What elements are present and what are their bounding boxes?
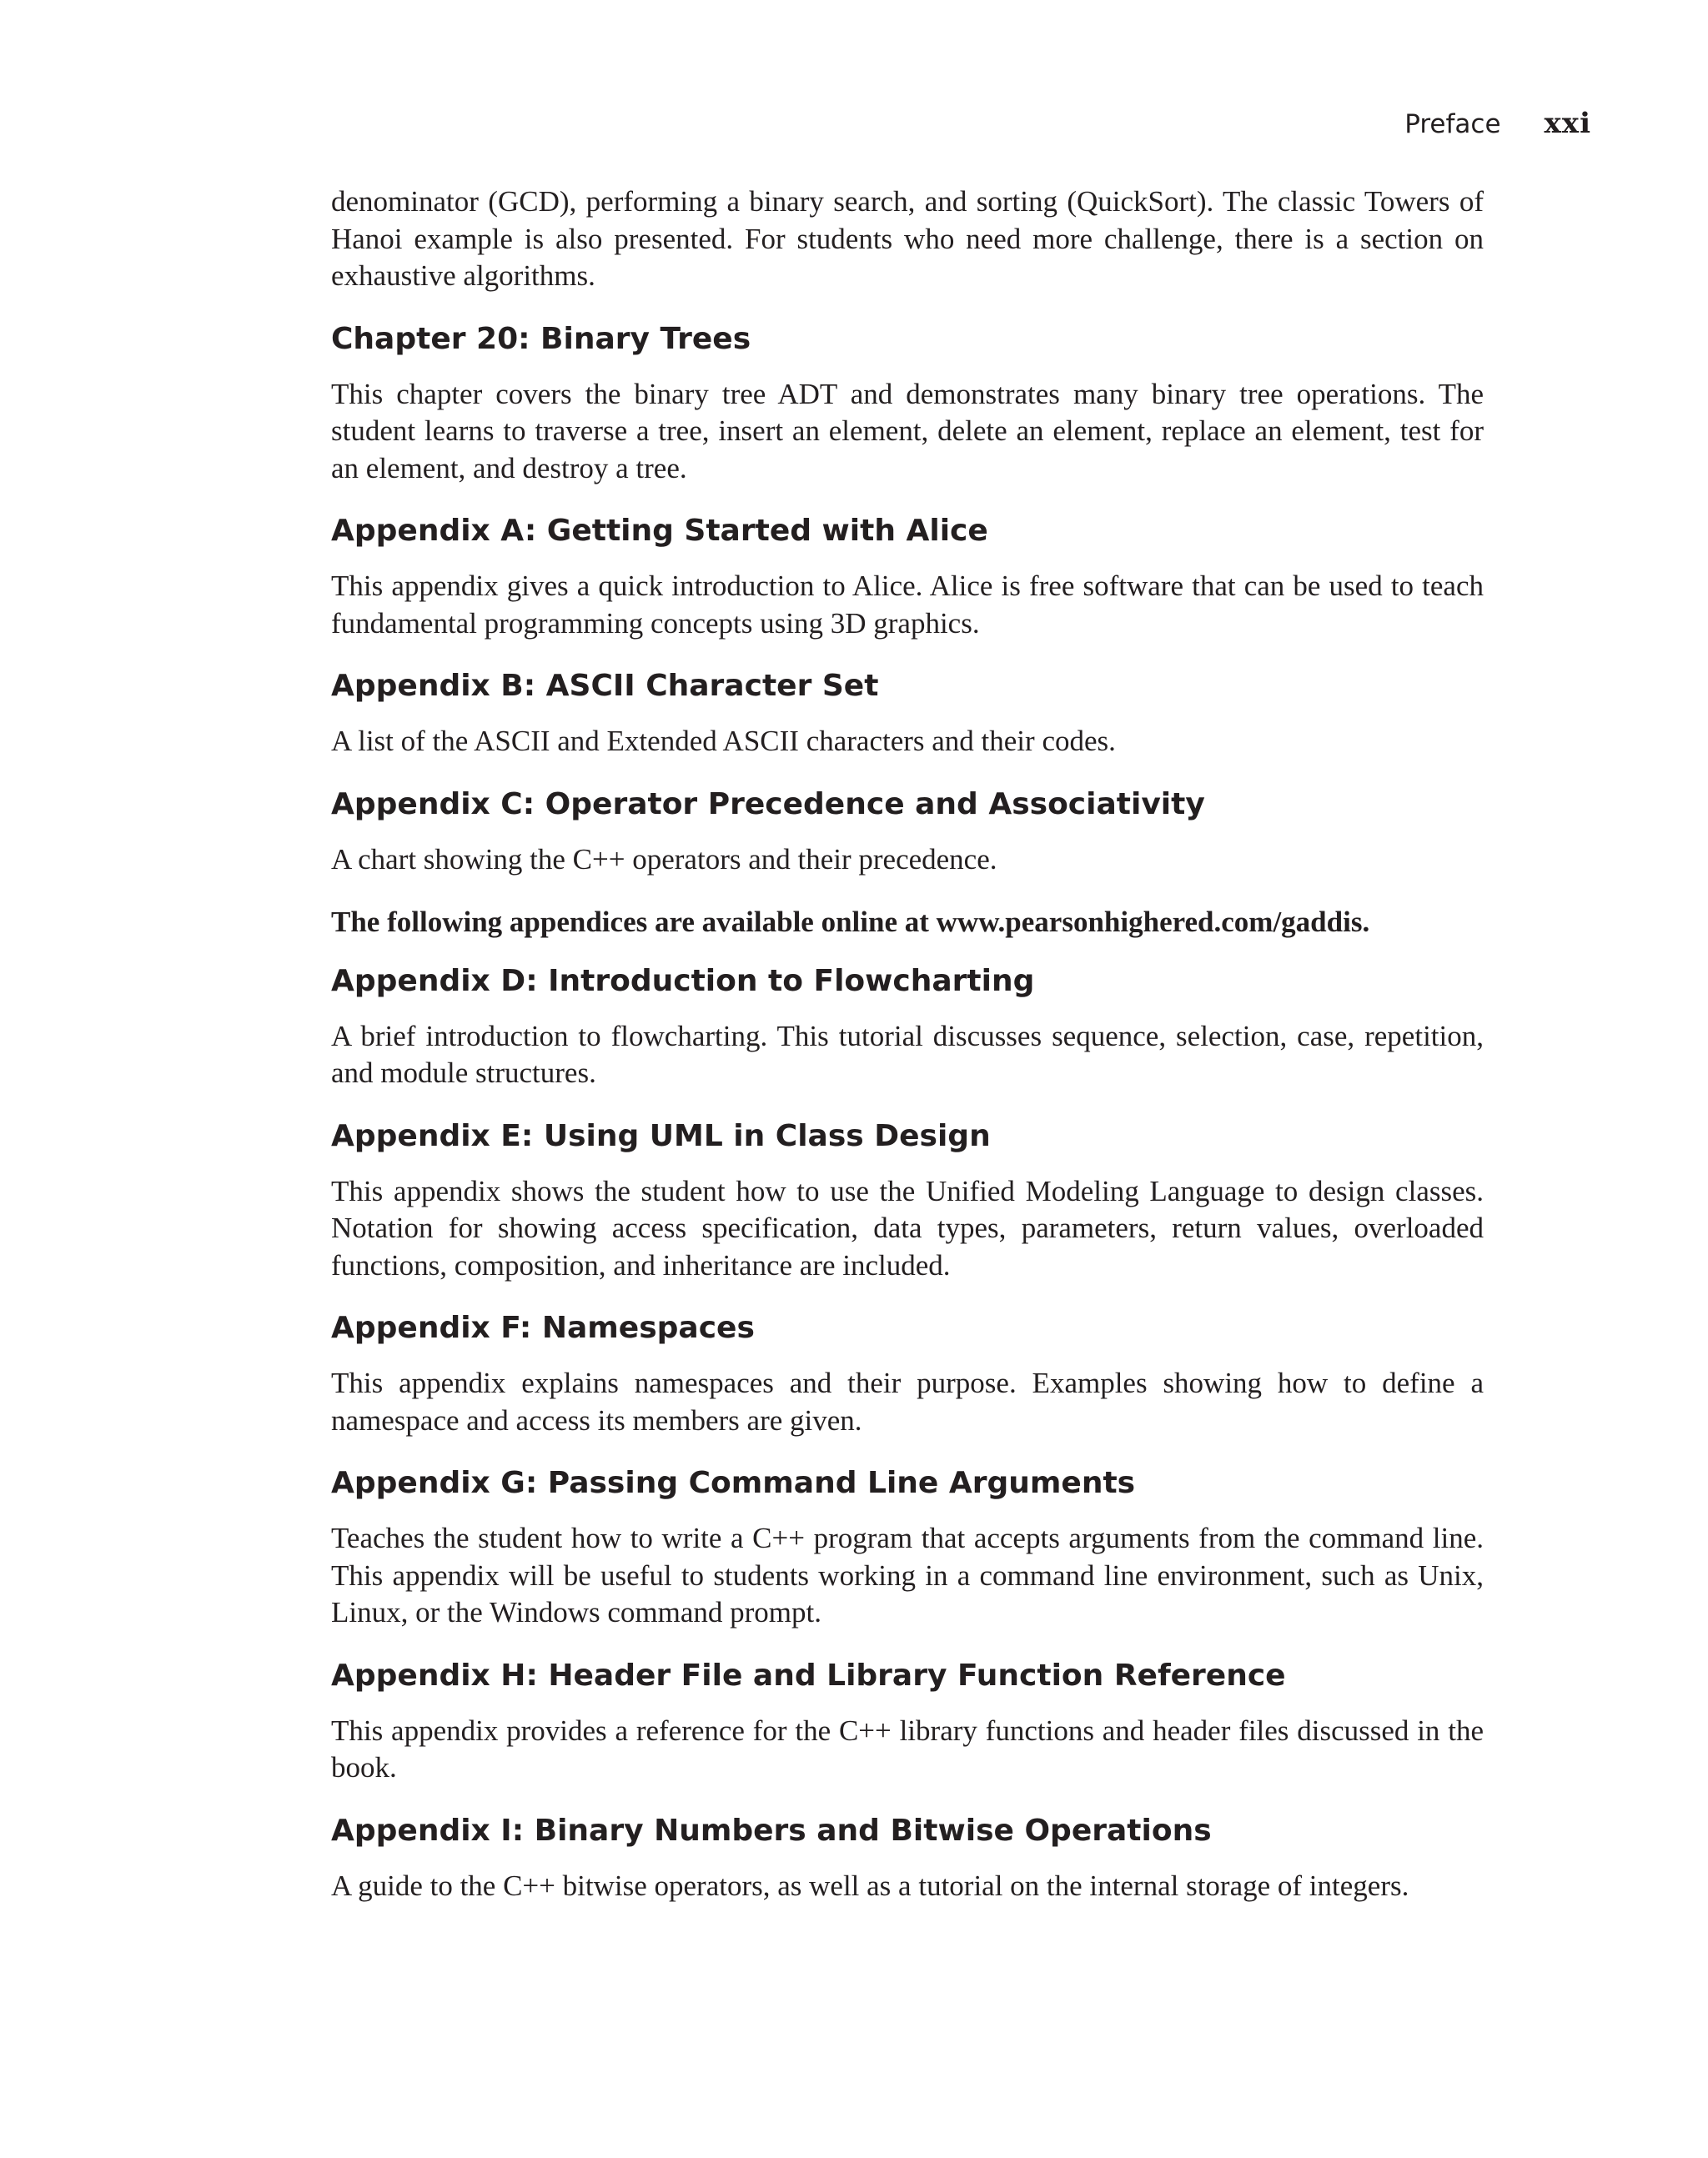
entry-title: Appendix G: Passing Command Line Arguments [331, 1466, 1136, 1500]
page-number: xxi [1544, 107, 1591, 140]
running-head [1404, 107, 1591, 140]
entry-appendix-d [331, 963, 1484, 1092]
section-name: Preface [1404, 109, 1501, 139]
entry-description: This appendix explains namespaces and their purpose. Examples showing how to define a namespace and access its members are given. [331, 1367, 1484, 1437]
entry-appendix-a [331, 513, 1484, 642]
entry-description: Teaches the student how to write a C++ program that accepts arguments from the command line. This appendix will be useful to students working in a command line environment, such as Unix, Linux, or the Windows command prompt. [331, 1522, 1484, 1629]
entry-appendix-c [331, 786, 1484, 879]
entry-description: This appendix provides a reference for the C++ library functions and header files discussed in the book. [331, 1714, 1484, 1784]
entry-chapter-20 [331, 321, 1484, 488]
entry-appendix-e [331, 1118, 1484, 1285]
entry-description: This appendix gives a quick introduction to Alice. Alice is free software that can be used to teach fundamental programming concepts using 3D graphics. [331, 570, 1484, 640]
entry-description: This chapter covers the binary tree ADT and demonstrates many binary tree operations. The student learns to traverse a tree, insert an element, delete an element, replace an element, test for an element, and destroy a tree. [331, 377, 1484, 484]
entry-appendix-f [331, 1310, 1484, 1439]
entry-title: Appendix A: Getting Started with Alice [331, 514, 988, 548]
entry-title: Appendix D: Introduction to Flowcharting [331, 963, 1035, 998]
entry-title: Appendix F: Namespaces [331, 1311, 755, 1345]
entry-description: A chart showing the C++ operators and their precedence. [331, 842, 997, 876]
entry-description: A list of the ASCII and Extended ASCII characters and their codes. [331, 725, 1116, 757]
entry-description: This appendix shows the student how to use the Unified Modeling Language to design classes. Notation for showing access specification, data types, parameters, return values, overloaded functions, composition, and inheritance are included. [331, 1174, 1484, 1282]
entry-appendix-b [331, 668, 1484, 760]
entry-title: Appendix H: Header File and Library Function Reference [331, 1658, 1286, 1693]
page-content [331, 183, 1484, 1930]
entry-description: A brief introduction to flowcharting. This tutorial discusses sequence, selection, case, repetition, and module structures. [331, 1019, 1484, 1089]
entry-appendix-i [331, 1813, 1484, 1905]
continuation-paragraph: denominator (GCD), performing a binary search, and sorting (QuickSort). The classic Towers of Hanoi example is also presented. For students who need more challenge, there is a section on exhaustive algorithms. [331, 185, 1484, 292]
entry-appendix-g [331, 1465, 1484, 1632]
entry-title: Appendix C: Operator Precedence and Associativity [331, 786, 1205, 821]
entry-title: Appendix B: ASCII Character Set [331, 669, 879, 703]
entry-title: Appendix E: Using UML in Class Design [331, 1118, 991, 1153]
entry-description: A guide to the C++ bitwise operators, as well as a tutorial on the internal storage of integers. [331, 1869, 1409, 1902]
online-appendices-note: The following appendices are available online at www.pearsonhighered.com/gaddis. [331, 906, 1370, 938]
entry-appendix-h [331, 1658, 1484, 1787]
entry-title: Chapter 20: Binary Trees [331, 321, 751, 356]
entry-title: Appendix I: Binary Numbers and Bitwise Operations [331, 1813, 1212, 1848]
